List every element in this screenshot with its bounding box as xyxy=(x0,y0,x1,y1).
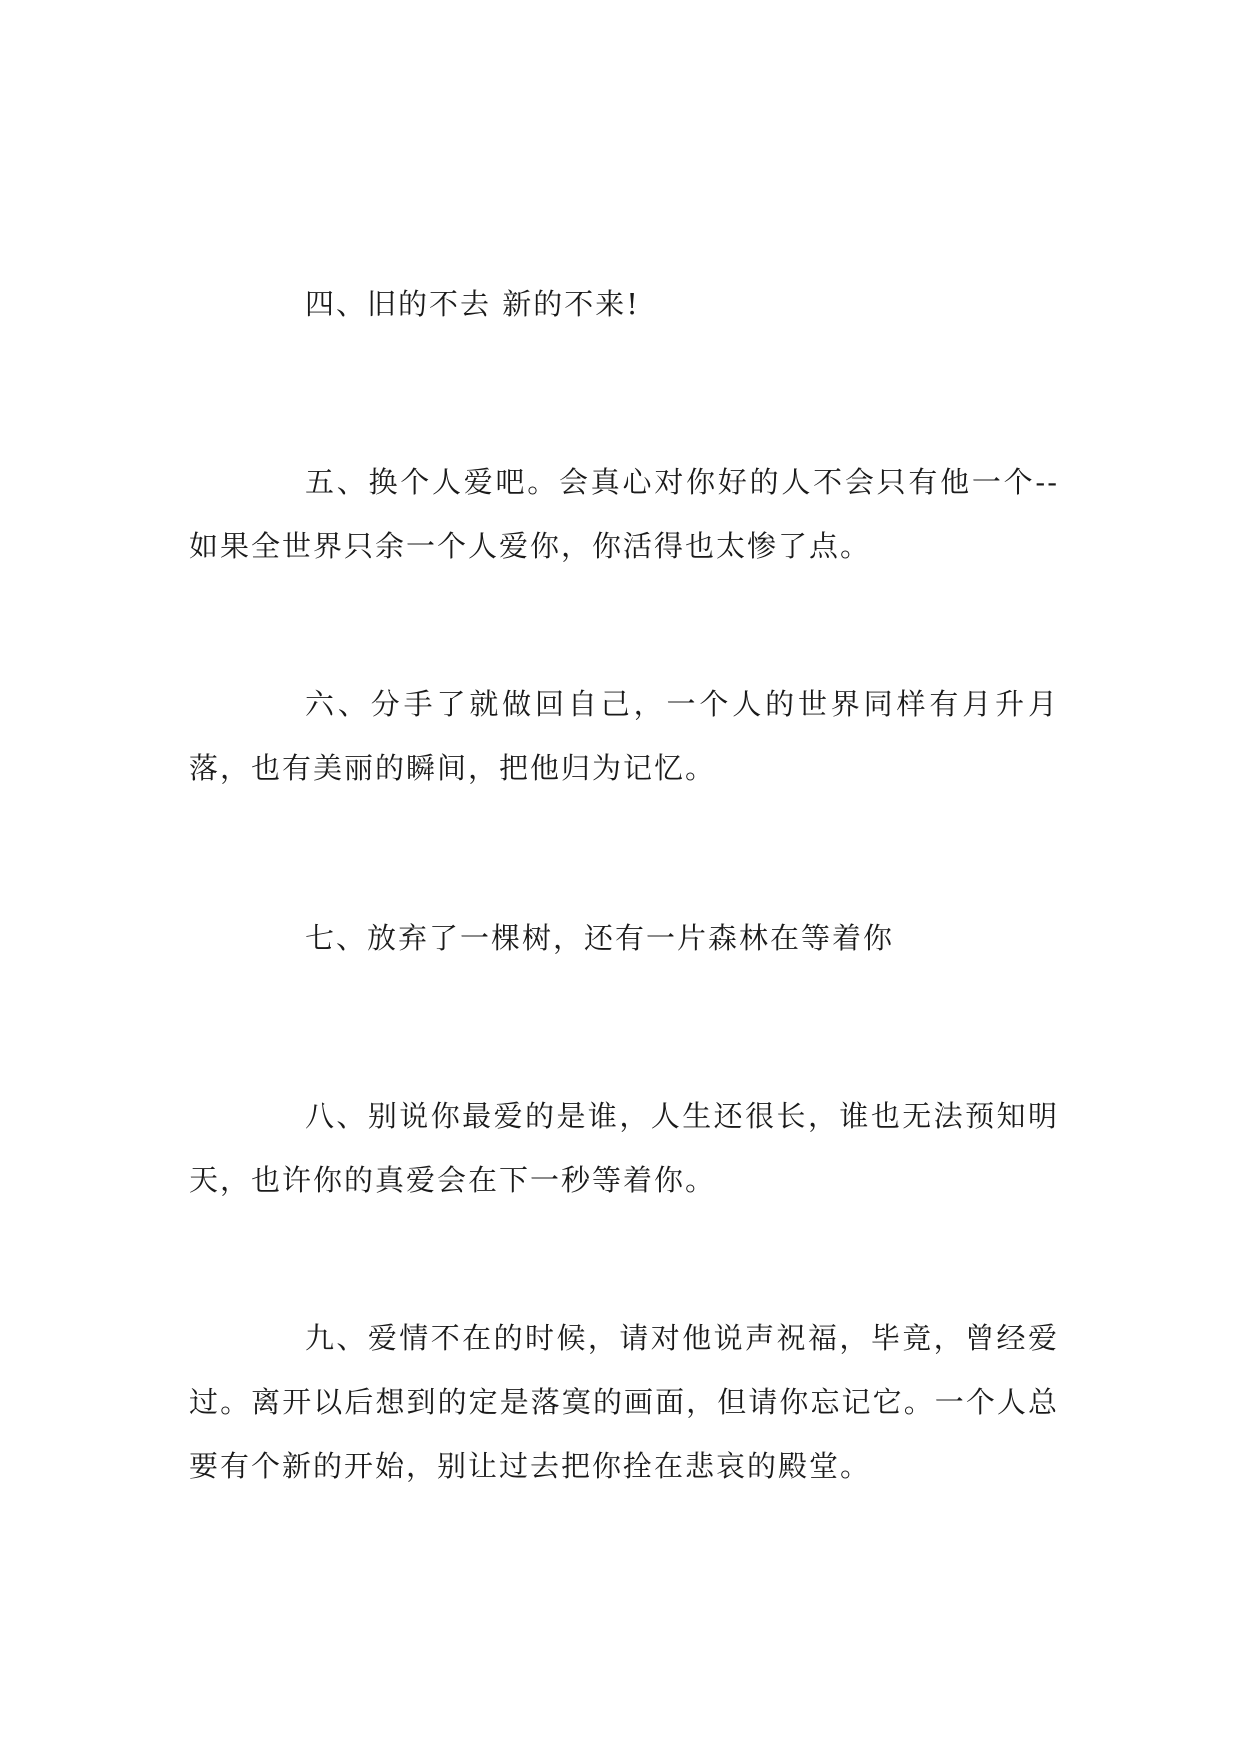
paragraph-7: 七、放弃了一棵树，还有一片森林在等着你 xyxy=(305,921,895,955)
paragraph-4: 四、旧的不去 新的不来! xyxy=(305,287,640,321)
paragraph-6: 六、分手了就做回自己，一个人的世界同样有月升月落，也有美丽的瞬间，把他归为记忆。 xyxy=(189,687,1059,785)
paragraph-8: 八、别说你最爱的是谁，人生还很长，谁也无法预知明天，也许你的真爱会在下一秒等着你。 xyxy=(189,1099,1059,1197)
paragraph-5: 五、换个人爱吧。会真心对你好的人不会只有他一个--如果全世界只余一个人爱你，你活得也太惨了点。 xyxy=(189,465,1059,563)
paragraph-9: 九、爱情不在的时候，请对他说声祝福，毕竟，曾经爱过。离开以后想到的定是落寞的画面，但请你忘记它。一个人总要有个新的开始，别让过去把你拴在悲哀的殿堂。 xyxy=(189,1321,1059,1483)
